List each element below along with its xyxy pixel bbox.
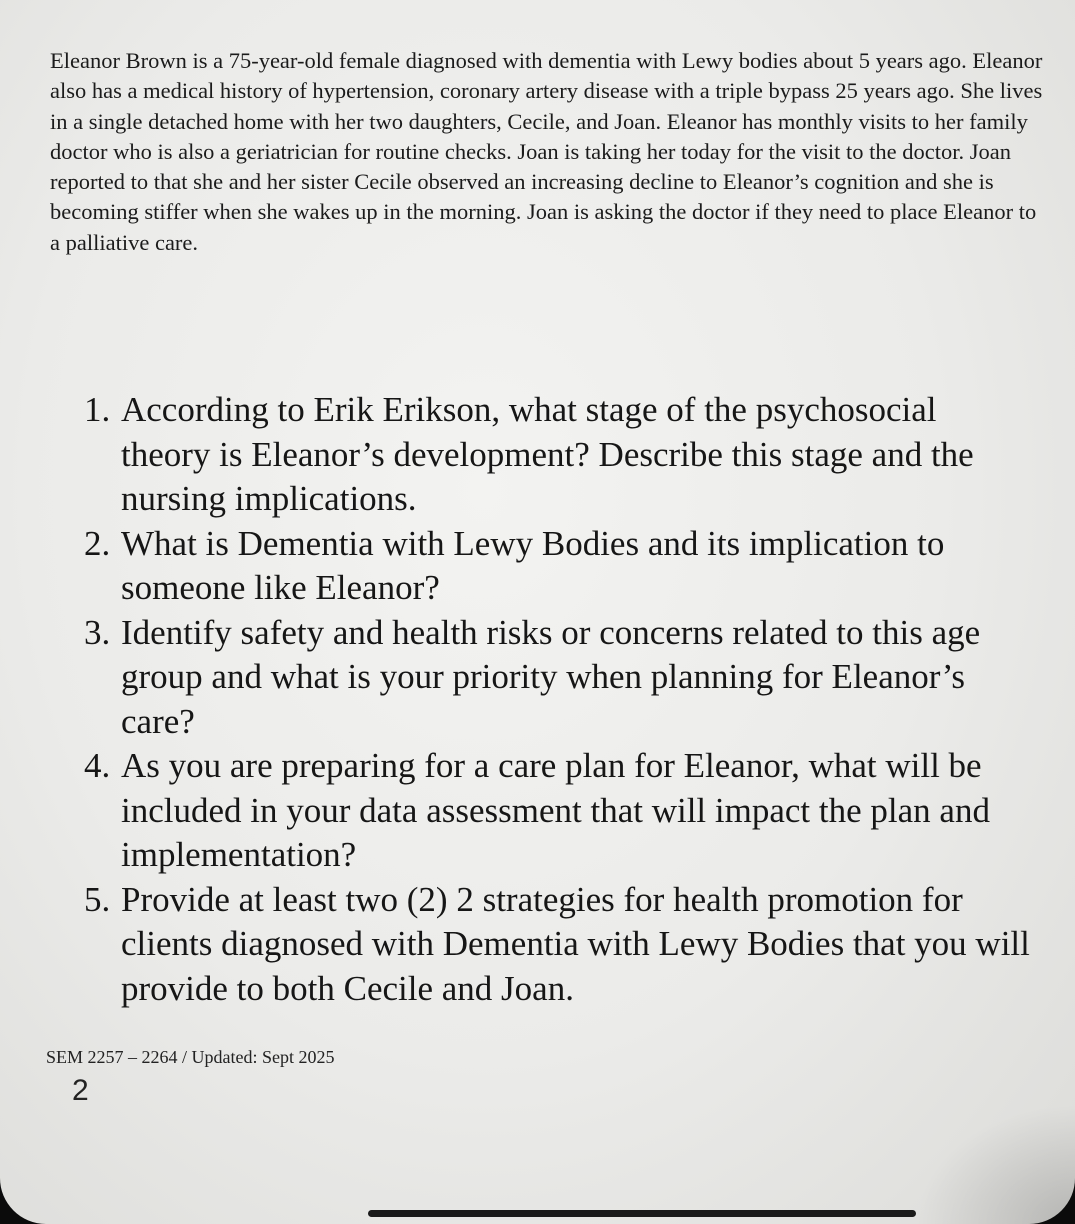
question-number: 2. (84, 523, 111, 563)
question-text: As you are preparing for a care plan for Eleanor, what will be included in your data assessment that will impact the plan and implementation? (121, 746, 990, 874)
question-item (84, 522, 1034, 611)
document-footer: SEM 2257 – 2264 / Updated: Sept 2025 (46, 1047, 335, 1067)
question-number: 4. (84, 746, 111, 785)
page-number: 2 (72, 1074, 89, 1107)
question-item (84, 878, 1034, 1012)
question-text: Provide at least two (2) 2 strategies for health promotion for clients diagnosed with Dementia with Lewy Bodies that you will provide to both Cecile and Joan. (121, 879, 1030, 1008)
question-number: 5. (84, 879, 111, 919)
case-description: Eleanor Brown is a 75-year-old female diagnosed with dementia with Lewy bodies about 5 years ago. Eleanor also has a medical history of hypertension, coronary artery disease with a triple bypass 25 years ago. She lives in a single detached home with her two daughters, Cecile, and Joan. Eleanor has monthly visits to her family doctor who is also a geriatrician for routine checks. Joan is taking her today for the visit to the doctor. Joan reported to that she and her sister Cecile observed an increasing decline to Eleanor’s cognition and she is becoming stiffer when she wakes up in the morning. Joan is asking the doctor if they need to place Eleanor to a palliative care. (50, 48, 1043, 255)
question-text: Identify safety and health risks or concerns related to this age group and what is your priority when planning for Eleanor’s care? (121, 612, 981, 741)
question-item (84, 744, 1034, 878)
question-number: 3. (84, 612, 111, 652)
question-item (84, 611, 1034, 745)
home-indicator-bar[interactable] (368, 1210, 916, 1217)
corner-shadow (915, 1104, 1075, 1224)
question-text: What is Dementia with Lewy Bodies and its implication to someone like Eleanor? (121, 523, 945, 607)
question-item (84, 388, 1034, 522)
question-number: 1. (84, 390, 111, 429)
question-list (84, 388, 1034, 1011)
question-text: According to Erik Erikson, what stage of the psychosocial theory is Eleanor’s development? Describe this stage and the nursing implications. (121, 390, 974, 518)
